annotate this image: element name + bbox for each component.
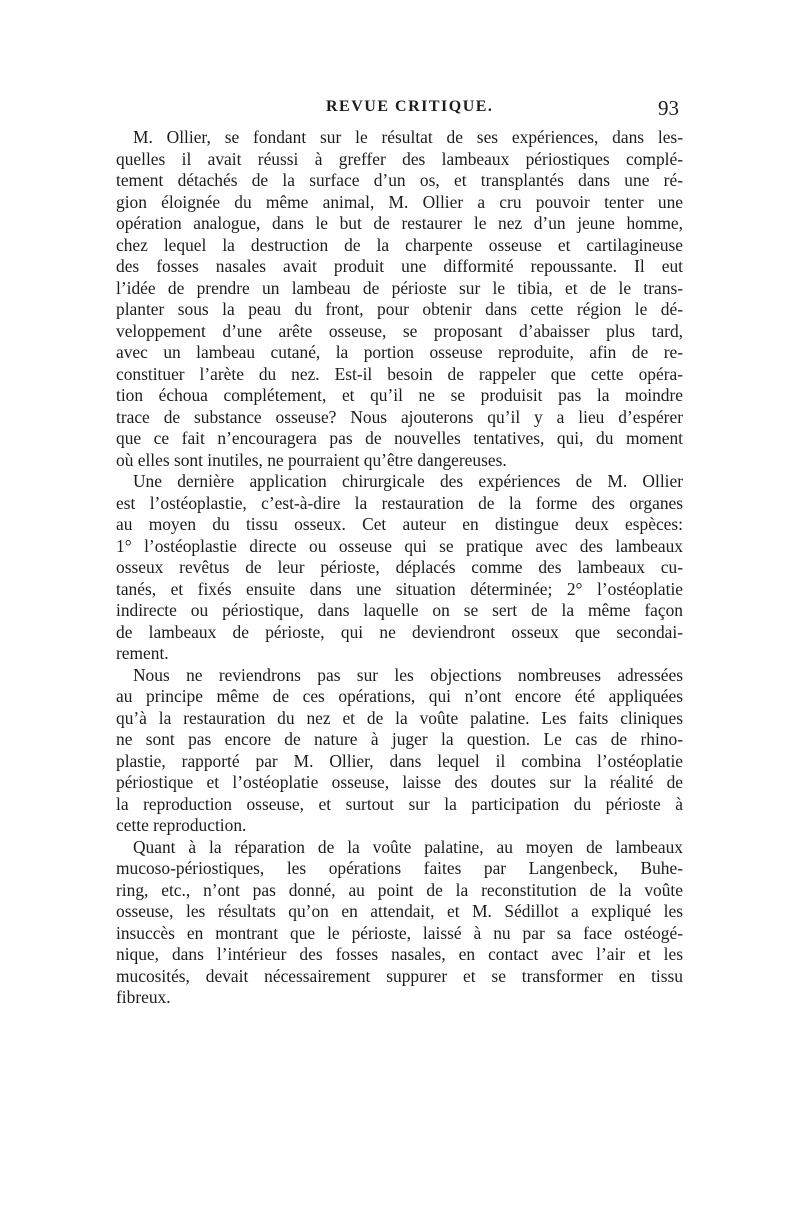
- text-line: osseuse, les résultats qu’on en attendait, et M. Sédillot a expliqué les: [116, 901, 683, 921]
- text-line: plastie, rapporté par M. Ollier, dans lequel il combina l’ostéoplatie: [116, 750, 683, 771]
- text-line: tement détachés de la surface d’un os, et transplantés dans une ré-: [116, 170, 683, 190]
- text-line: opération analogue, dans le but de restaurer le nez d’un jeune homme,: [116, 213, 683, 233]
- text-line: insuccès en montrant que le périoste, laissé à nu par sa face ostéogé-: [116, 922, 683, 943]
- text-line: 1° l’ostéoplastie directe ou osseuse qui se pratique avec des lambeaux: [116, 535, 683, 556]
- text-line: avec un lambeau cutané, la portion osseuse reproduite, afin de re-: [116, 342, 683, 362]
- text-line: constituer l’arète du nez. Est-il besoin de rappeler que cette opéra-: [116, 363, 683, 384]
- text-line: que ce fait n’encouragera pas de nouvelles tentatives, qui, du moment: [116, 428, 683, 448]
- text-line: de lambeaux de périoste, qui ne deviendront osseux que secondai-: [116, 621, 683, 642]
- text-line: au principe même de ces opérations, qui n’ont encore été appliquées: [116, 686, 683, 706]
- text-line: M. Ollier, se fondant sur le résultat de ses expériences, dans les-: [133, 127, 683, 147]
- text-line: chez lequel la destruction de la charpente osseuse et cartilagineuse: [116, 234, 683, 255]
- text-line: gion éloignée du même animal, M. Ollier a cru pouvoir tenter une: [116, 191, 683, 212]
- page-number: 93: [658, 96, 679, 120]
- text-line: où elles sont inutiles, ne pourraient qu’être dangereuses.: [116, 449, 507, 470]
- text-line: veloppement d’une arête osseuse, se proposant d’abaisser plus tard,: [116, 320, 683, 341]
- body-text: [116, 127, 683, 1009]
- text-line: rement.: [116, 643, 169, 663]
- text-line: l’idée de prendre un lambeau de périoste sur le tibia, et de le trans-: [116, 277, 683, 298]
- text-line: nique, dans l’intérieur des fosses nasales, en contact avec l’air et les: [116, 944, 683, 964]
- text-line: est l’ostéoplastie, c’est-à-dire la restauration de la forme des organes: [116, 492, 683, 513]
- text-line: périostique et l’ostéoplatie osseuse, laisse des doutes sur la réalité de: [116, 772, 683, 792]
- text-line: cette reproduction.: [116, 815, 247, 835]
- text-line: au moyen du tissu osseux. Cet auteur en distingue deux espèces:: [116, 514, 683, 534]
- text-line: ring, etc., n’ont pas donné, au point de la reconstitution de la voûte: [116, 879, 683, 900]
- text-line: trace de substance osseuse? Nous ajouterons qu’il y a lieu d’espérer: [116, 406, 683, 427]
- text-line: la reproduction osseuse, et surtout sur la participation du périoste à: [116, 793, 683, 814]
- text-line: Une dernière application chirurgicale des expériences de M. Ollier: [133, 471, 683, 491]
- text-line: osseux revêtus de leur périoste, déplacés comme des lambeaux cu-: [116, 557, 683, 577]
- text-line: fibreux.: [116, 987, 171, 1007]
- text-line: tanés, et fixés ensuite dans une situation déterminée; 2° l’ostéoplatie: [116, 578, 683, 599]
- text-line: Nous ne reviendrons pas sur les objections nombreuses adressées: [133, 664, 683, 685]
- text-line: indirecte ou périostique, dans laquelle on se sert de la même façon: [116, 600, 683, 620]
- running-head: [0, 96, 800, 120]
- running-title: REVUE CRITIQUE.: [326, 98, 494, 115]
- text-line: planter sous la peau du front, pour obtenir dans cette région le dé-: [116, 299, 683, 319]
- text-line: des fosses nasales avait produit une difformité repoussante. Il eut: [116, 256, 683, 276]
- text-line: mucoso-périostiques, les opérations faites par Langenbeck, Buhe-: [116, 858, 683, 878]
- text-line: qu’à la restauration du nez et de la voûte palatine. Les faits cliniques: [116, 707, 683, 728]
- text-line: quelles il avait réussi à greffer des lambeaux périostiques complé-: [116, 148, 683, 169]
- text-line: tion échoua complétement, et qu’il ne se produisit pas la moindre: [116, 385, 683, 405]
- text-line: mucosités, devait nécessairement suppurer et se transformer en tissu: [116, 965, 683, 986]
- text-line: Quant à la réparation de la voûte palatine, au moyen de lambeaux: [133, 836, 683, 857]
- text-line: ne sont pas encore de nature à juger la question. Le cas de rhino-: [116, 729, 683, 749]
